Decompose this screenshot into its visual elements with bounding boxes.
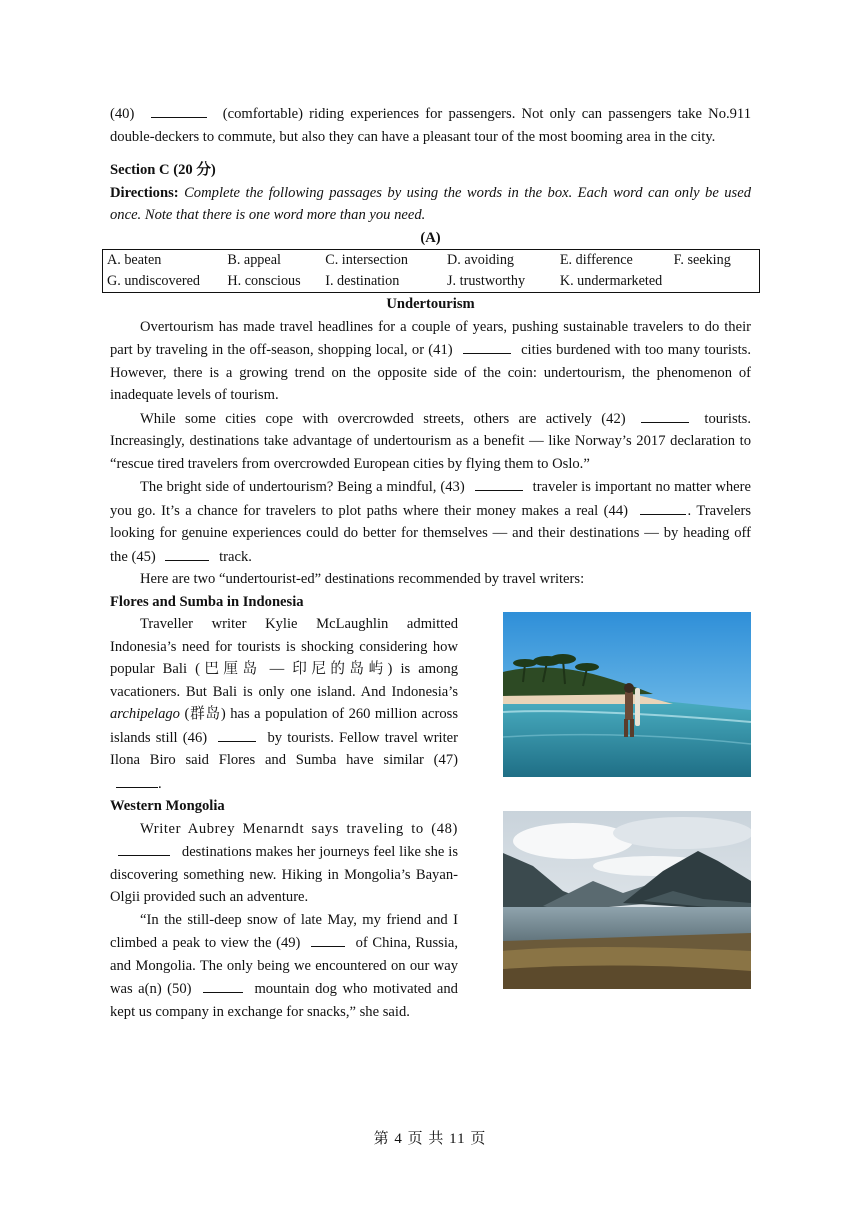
word-option: F. seeking [673, 252, 731, 268]
answer-blank-47[interactable] [116, 772, 158, 788]
word-option: I. destination [325, 273, 400, 289]
surfer-beach-image [503, 612, 751, 777]
answer-blank[interactable] [151, 102, 207, 118]
answer-blank-43[interactable] [475, 475, 523, 491]
part-label: (A) [420, 229, 441, 246]
article-paragraph: Overtourism has made travel headlines for a couple of years, pushing sustainable travelers to do their part by traveling in the off-season, shopping local, or (41) cities burdened with too many tourists. However, there is a growing trend on the opposite side of the coin: undertourism, the phenomenon of inadequate levels of tourism. [110, 318, 751, 403]
answer-blank-42[interactable] [641, 407, 689, 423]
mountain-photo [503, 811, 751, 1024]
flores-section [110, 613, 751, 795]
answer-blank-48[interactable] [118, 840, 170, 856]
mongolia-paragraph: “In the still-deep snow of late May, my friend and I climbed a peak to view the (49) of China, Russia, and Mongolia. The only being we encountered on our way was a(n) (50) mountain dog who motivated and kept us company in exchange for snacks,” she said. [110, 911, 458, 1020]
document-page [107, 102, 752, 1023]
word-option: H. conscious [227, 273, 301, 289]
word-box [102, 249, 760, 293]
word-option: G. undiscovered [107, 273, 200, 289]
word-option: K. undermarketed [559, 273, 663, 289]
word-box-row [103, 250, 760, 272]
word-box-row [103, 271, 760, 293]
flores-paragraph: Traveller writer Kylie McLaughlin admitted Indonesia’s need for tourists is shocking considering how popular Bali (巴厘岛 — 印尼的岛屿) is among vacationers. But Bali is only one island. And Indonesia’s archipelago (群岛) has a population of 260 million across islands still (46) by tourists. Fellow travel writer Ilona Biro said Flores and Sumba have similar (47) . [110, 616, 459, 792]
question-number: (40) [110, 106, 135, 122]
word-option: E. difference [559, 252, 633, 268]
directions: Directions: Complete the following passages by using the words in the box. Each word can only be used once. Note that there is one word more than you need. [110, 184, 751, 223]
answer-blank-44[interactable] [640, 499, 686, 515]
mongolia-paragraph: Writer Aubrey Menarndt says traveling to (48) destinations makes her journeys feel like she is discovering something new. Hiking in Mongolia’s Bayan-Olgii provided such an adventure. [110, 820, 459, 905]
word-option: C. intersection [325, 252, 408, 268]
answer-blank-49[interactable] [311, 931, 345, 947]
mongolia-text [110, 818, 458, 1024]
article-paragraph: The bright side of undertourism? Being a mindful, (43) traveler is important no matter where you go. It’s a chance for travelers to plot paths where their money makes a real (44) . Travelers looking for genuine experiences could do better for themselves — and their destinations — by heading off the (45) track. [110, 475, 751, 568]
word-option: D. avoiding [447, 252, 515, 268]
beach-photo [503, 612, 751, 795]
word-option: J. trustworthy [447, 273, 526, 289]
word-option: B. appeal [227, 252, 281, 268]
section-heading: Section C (20 分) [110, 162, 216, 178]
answer-blank-45[interactable] [165, 545, 209, 561]
answer-blank-41[interactable] [463, 338, 511, 354]
answer-blank-46[interactable] [218, 726, 256, 742]
article-paragraph: Here are two “undertourist-ed” destinations recommended by travel writers: [140, 571, 585, 587]
article-paragraph: While some cities cope with overcrowded streets, others are actively (42) tourists. Increasingly, destinations take advantage of undertourism as a benefit — like Norway’s 2017 declaration to “rescue tired travelers from overcrowded European cities by flying them to Oslo.” [110, 407, 751, 476]
subheading-mongolia: Western Mongolia [110, 798, 225, 814]
mongolia-section [110, 818, 751, 1024]
word-option: A. beaten [107, 252, 162, 268]
article-title: Undertourism [386, 296, 475, 312]
subheading-flores: Flores and Sumba in Indonesia [110, 593, 304, 610]
intro-paragraph: (40) (comfortable) riding experiences for passengers. Not only can passengers take No.911 double-deckers to commute, but also they can have a pleasant tour of the most booming area in the city. [110, 102, 751, 148]
mountain-lake-image [503, 811, 751, 989]
answer-blank-50[interactable] [203, 977, 243, 993]
page-footer: 第 4 页 共 11 页 [373, 1131, 487, 1147]
